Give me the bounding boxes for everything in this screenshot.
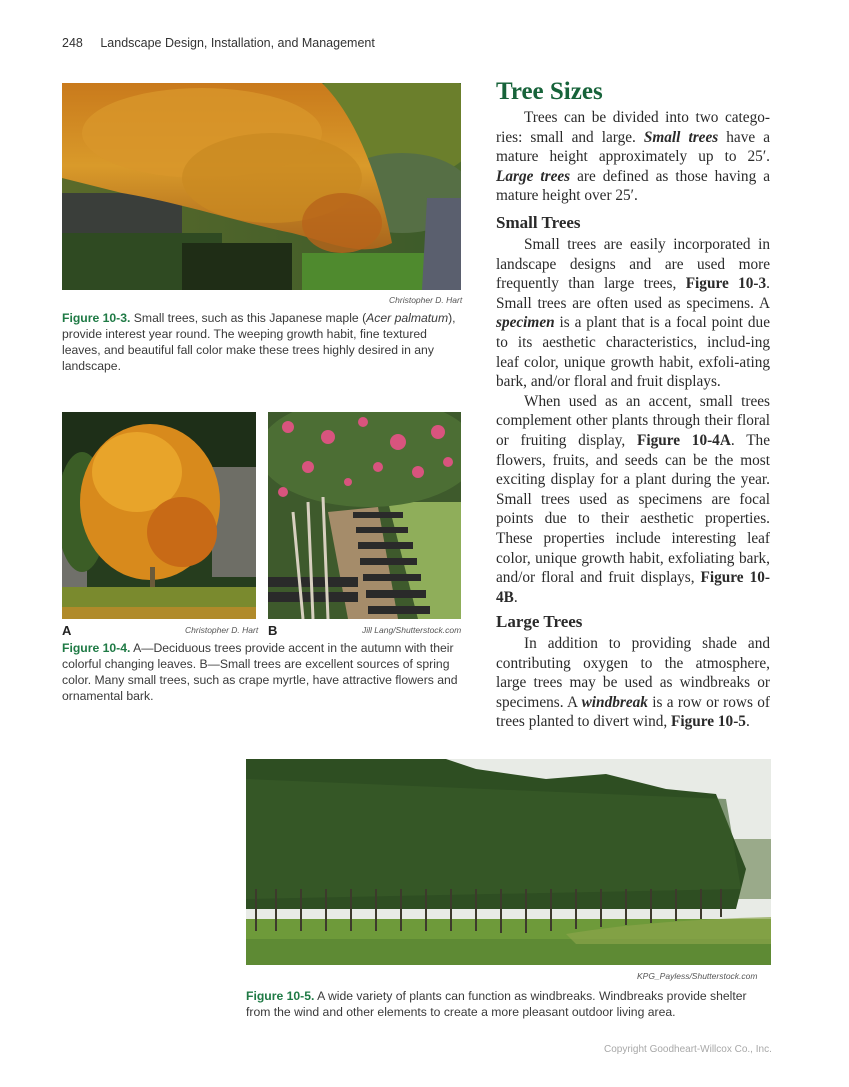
figure-ref[interactable]: Figure 10-4A [636, 431, 731, 449]
intro-paragraph: Trees can be divided into two catego-ries: small and large. Small trees have a mature height approximately up to 25′. Large trees are defined as those having a mature height over 25′. [496, 109, 770, 205]
crape-myrtle-stairs-image [268, 412, 461, 619]
figure-10-5-label: Figure 10-5. [246, 989, 315, 1003]
page-number: 248 [62, 36, 83, 50]
figure-10-5-credit: KPG_Payless/Shutterstock.com [637, 971, 758, 981]
figure-ref[interactable]: Figure 10-4B [496, 569, 770, 606]
figure-ref[interactable]: Figure 10-5 [671, 713, 746, 731]
figure-ref[interactable]: Figure 10-3 [685, 275, 767, 293]
figure-10-3-photo [62, 83, 461, 290]
copyright-footer: Copyright Goodheart-Willcox Co., Inc. [604, 1044, 772, 1055]
figure-10-5-photo [246, 759, 771, 965]
figure-10-4b-photo [268, 412, 461, 619]
section-title: Tree Sizes [496, 78, 603, 105]
figure-10-5-caption: Figure 10-5. A wide variety of plants can function as windbreaks. Windbreaks provide shelter from the wind and other elements to create a more pleasant outdoor living area. [246, 989, 747, 1019]
figure-10-4a-credit: Christopher D. Hart [185, 625, 259, 635]
small-trees-body: Small trees are easily incorporated in landscape designs and are used more frequently than large trees, Figure 10-3. Small trees are often used as specimens. A specimen is a plant that is a focal point due to its aesthetic characteristics, includ-ing leaf color, unique growth habit, exfoli-ating bark, and/or floral and fruit displays. When used as an accent, small trees complement other plants through their floral or fruiting display, Figure 10-4A. The flowers, fruits, and seeds can be the most exciting display for a plant during the year. Small trees used as specimens are focal points due to their aesthetic properties. These properties include interesting leaf color, unique growth habit, exfoliating bark, and/or floral and fruit displays, Figure 10-4B. [496, 236, 770, 606]
japanese-maple-image [62, 83, 461, 290]
figure-10-3-credit: Christopher D. Hart [389, 295, 463, 305]
figure-10-4a-photo [62, 412, 256, 619]
autumn-tree-image [62, 412, 256, 619]
figure-10-3-caption: Figure 10-3. Small trees, such as this Japanese maple (Acer palmatum), provide interest year round. The weeping growth habit, fine textured leaves, and beautiful fall color make these trees highly desired in any landscape. [62, 311, 456, 373]
large-trees-heading: Large Trees [496, 612, 583, 631]
figure-10-4a-letter: A [62, 623, 72, 638]
figure-10-4b-credit: Jill Lang/Shutterstock.com [362, 625, 462, 635]
figure-10-4-label: Figure 10-4. [62, 641, 131, 655]
large-trees-body: In addition to providing shade and contributing oxygen to the atmosphere, large trees may be used as windbreaks or specimens. A windbreak is a row or rows of trees planted to divert wind, Figure 10-5. [496, 635, 770, 731]
windbreak-image [246, 759, 771, 965]
small-trees-heading: Small Trees [496, 213, 581, 232]
running-title: Landscape Design, Installation, and Management [100, 36, 375, 50]
figure-10-4b-letter: B [268, 623, 278, 638]
figure-10-3-label: Figure 10-3. [62, 311, 131, 325]
figure-10-4-caption: Figure 10-4. A—Deciduous trees provide accent in the autumn with their colorful changing leaves. B—Small trees are excellent sources of spring color. Many small trees, such as crape myrtle, have attractive flowers and ornamental bark. [62, 641, 458, 703]
running-head [62, 36, 375, 50]
